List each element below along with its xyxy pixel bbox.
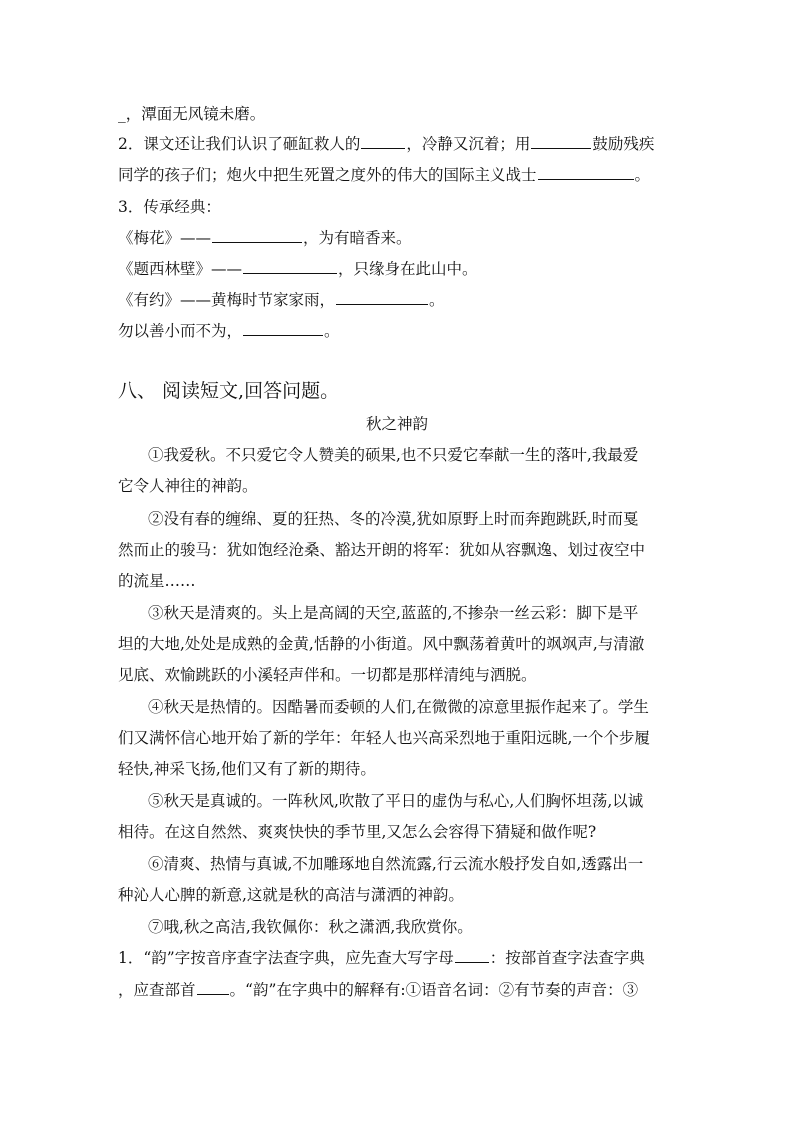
paragraph-line: 坦的大地,处处是成熟的金黄,恬静的小街道。风中飘荡着黄叶的飒飒声,与清澈 xyxy=(118,635,645,653)
shan-line: 勿以善小而不为， 。 xyxy=(118,322,340,340)
answer-blank[interactable] xyxy=(197,980,229,995)
paragraph-line: 见底、欢愉跳跃的小溪轻声伴和。一切都是那样清纯与洒脱。 xyxy=(118,666,537,684)
youyue-line: 《有约》——黄梅时节家家雨， 。 xyxy=(118,291,445,309)
answer-blank[interactable] xyxy=(243,259,337,274)
paragraph-line: 轻快,神采飞扬,他们又有了新的期待。 xyxy=(118,760,376,778)
xilin-line: 《题西林壁》—— ，只缘身在此山中。 xyxy=(118,260,478,278)
question-3-heading: 3．传承经典： xyxy=(118,198,221,216)
answer-blank[interactable] xyxy=(538,165,634,180)
answer-blank[interactable] xyxy=(212,228,302,243)
paragraph-line: ④秋天是热情的。因酷暑而委顿的人们,在微微的凉意里振作起来了。学生 xyxy=(148,698,649,716)
paragraph-line: 们又满怀信心地开始了新的学年：年轻人也兴高采烈地于重阳远眺,一个个步履 xyxy=(118,729,650,747)
answer-blank[interactable] xyxy=(455,948,489,963)
answer-blank[interactable] xyxy=(531,134,591,149)
answer-blank[interactable] xyxy=(336,290,428,305)
paragraph-line: ②没有春的缠绵、夏的狂热、冬的冷漠,犹如原野上时而奔跑跳跃,时而戛 xyxy=(148,510,639,528)
paragraph-line: 它令人神往的神韵。 xyxy=(118,477,258,495)
question-1-line-1: 1．“韵”字按音序查字法查字典，应先查大写字母 ：按部首查字法查字典 xyxy=(118,949,645,967)
answer-blank[interactable] xyxy=(361,134,405,149)
meihua-line: 《梅花》—— ，为有暗香来。 xyxy=(118,229,412,247)
paragraph-line: 的流星…… xyxy=(118,572,196,590)
paragraph-line: 种沁人心脾的新意,这就是秋的高洁与潇洒的神韵。 xyxy=(118,886,464,904)
paragraph-line: 然而止的骏马：犹如饱经沧桑、豁达开朗的将军：犹如从容飘逸、划过夜空中 xyxy=(118,541,646,559)
paragraph-line: 相待。在这自然然、爽爽快快的季节里,又怎么会容得下猜疑和做作呢? xyxy=(118,823,597,841)
paragraph-line: ⑦哦,秋之高洁,我钦佩你：秋之潇洒,我欣赏你。 xyxy=(148,918,473,936)
paragraph-line: ③秋天是清爽的。头上是高阔的天空,蓝蓝的,不掺杂一丝云彩：脚下是平 xyxy=(148,604,639,622)
question-2-line-2: 同学的孩子们；炮火中把生死置之度外的伟大的国际主义战士 。 xyxy=(118,166,651,184)
paragraph-line: ①我爱秋。不只爱它令人赞美的硕果,也不只爱它奉献一生的落叶,我最爱 xyxy=(148,446,639,464)
paragraph-line: ⑥清爽、热情与真诚,不加雕琢地自然流露,行云流水般抒发自如,透露出一 xyxy=(148,855,644,873)
section-heading: 八、 阅读短文,回答问题。 xyxy=(118,380,340,402)
question-1-line-2: ，应查部首 。“韵”在字典中的解释有:①语音名词：②有节奏的声音：③ xyxy=(118,981,639,999)
answer-blank[interactable] xyxy=(243,321,323,336)
paragraph-line: ⑤秋天是真诚的。一阵秋风,吹散了平日的虚伪与私心,人们胸怀坦荡,以诚 xyxy=(148,792,644,810)
passage-title: 秋之神韵 xyxy=(365,415,428,433)
question-2-line-1: 2．课文还让我们认识了砸缸救人的 ，冷静又沉着；用 鼓励残疾 xyxy=(118,135,655,153)
poem-line: _，潭面无风镜未磨。 xyxy=(118,105,266,123)
